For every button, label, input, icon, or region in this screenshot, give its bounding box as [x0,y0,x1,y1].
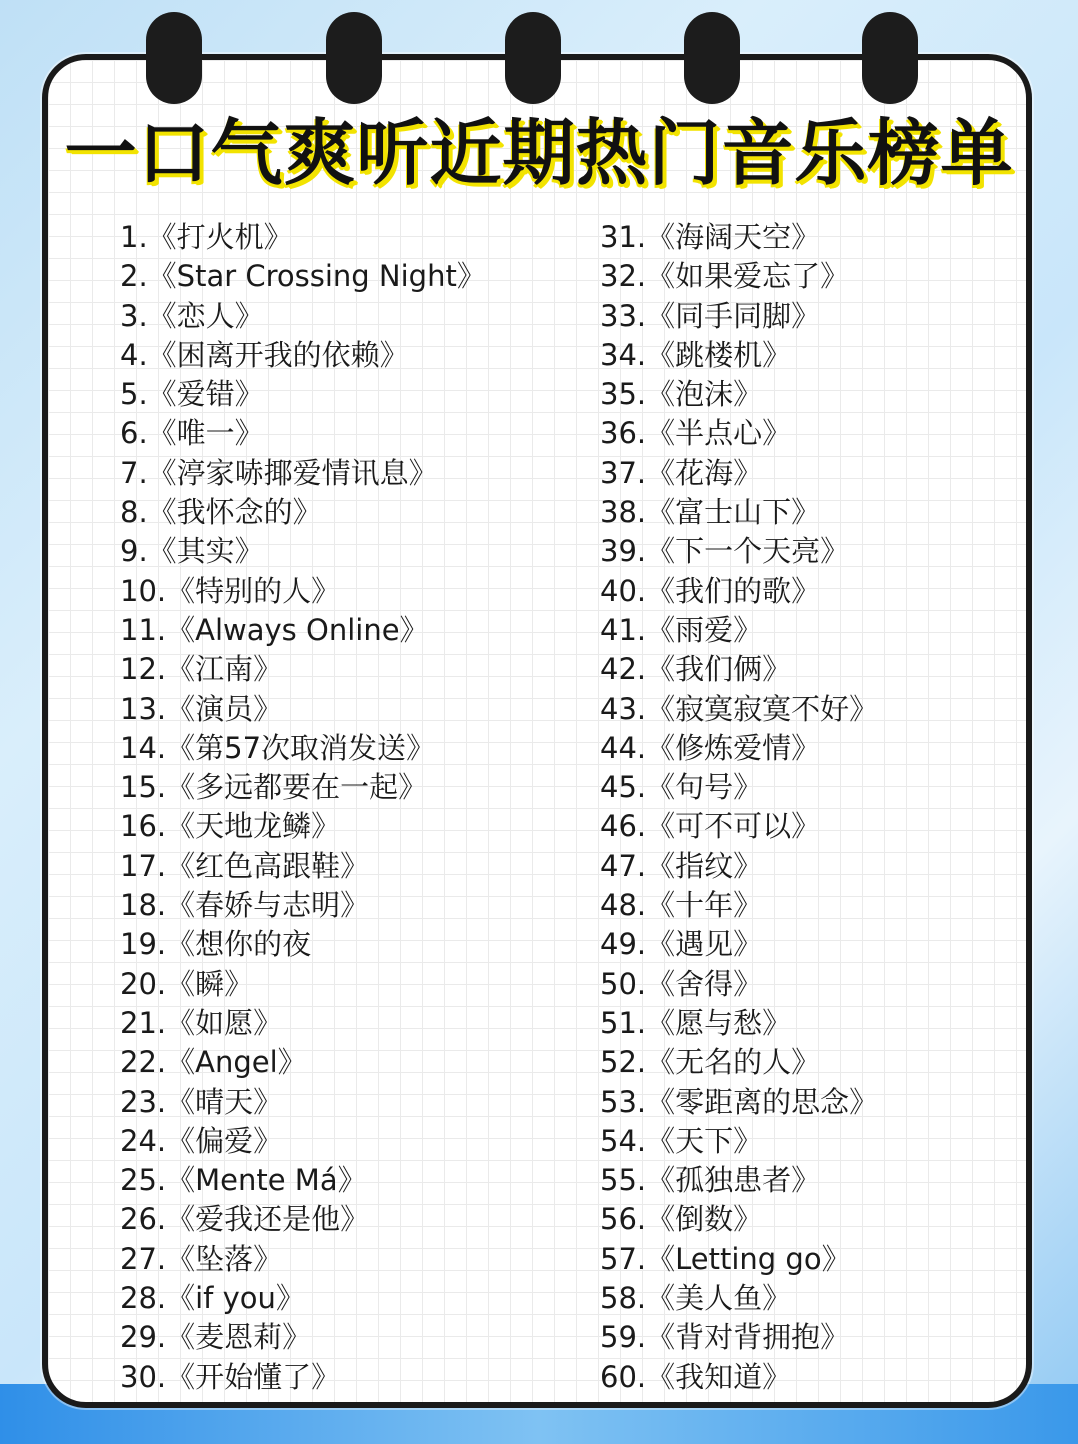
song-item: 58.《美人鱼》 [600,1281,792,1316]
song-item: 23.《晴天》 [120,1084,283,1119]
song-item: 24.《偏爱》 [120,1123,283,1158]
song-item: 8.《我怀念的》 [120,495,322,530]
song-item: 57.《Letting go》 [600,1241,851,1276]
song-item: 19.《想你的夜 [120,927,312,962]
page-title: 一口气爽听近期热门音乐榜单 [64,111,1014,195]
song-item: 60.《我知道》 [600,1359,792,1394]
song-item: 33.《同手同脚》 [600,298,821,333]
song-item: 41.《雨爱》 [600,612,763,647]
song-item: 59.《背对背拥抱》 [600,1320,850,1355]
song-item: 25.《Mente Má》 [120,1163,367,1198]
song-item: 2.《Star Crossing Night》 [120,259,486,294]
song-item: 28.《if you》 [120,1281,305,1316]
song-item: 54.《天下》 [600,1123,763,1158]
song-item: 35.《泡沫》 [600,377,763,412]
binder-ring-1 [146,12,202,104]
song-item: 32.《如果爱忘了》 [600,259,850,294]
song-item: 53.《零距离的思念》 [600,1084,879,1119]
song-item: 43.《寂寞寂寞不好》 [600,691,879,726]
song-item: 21.《如愿》 [120,1005,283,1040]
song-item: 34.《跳楼机》 [600,337,792,372]
song-item: 29.《麦恩莉》 [120,1320,312,1355]
song-item: 6.《唯一》 [120,416,264,451]
song-item: 31.《海阔天空》 [600,220,821,254]
song-item: 9.《其实》 [120,534,264,569]
song-item: 16.《天地龙鳞》 [120,809,341,844]
song-item: 46.《可不可以》 [600,809,821,844]
song-item: 52.《无名的人》 [600,1045,821,1080]
song-item: 50.《舍得》 [600,966,763,1001]
song-item: 44.《修炼爱情》 [600,730,821,765]
song-item: 18.《春娇与志明》 [120,888,370,923]
song-item: 55.《孤独患者》 [600,1163,821,1198]
song-item: 48.《十年》 [600,888,763,923]
song-item: 47.《指纹》 [600,848,763,883]
song-item: 1.《打火机》 [120,220,293,254]
song-item: 42.《我们俩》 [600,652,792,687]
song-item: 30.《开始懂了》 [120,1359,341,1394]
binder-ring-3 [505,12,561,104]
song-item: 11.《Always Online》 [120,612,429,647]
song-item: 26.《爱我还是他》 [120,1202,370,1237]
song-item: 17.《红色高跟鞋》 [120,848,370,883]
song-item: 39.《下一个天亮》 [600,534,850,569]
song-item: 14.《第57次取消发送》 [120,730,436,765]
song-item: 10.《特别的人》 [120,573,341,608]
song-item: 27.《坠落》 [120,1241,283,1276]
binder-ring-5 [862,12,918,104]
song-item: 20.《瞬》 [120,966,254,1001]
song-item: 38.《富士山下》 [600,495,821,530]
song-item: 7.《渟家哧揶爱情讯息》 [120,455,438,490]
song-item: 40.《我们的歌》 [600,573,821,608]
song-item: 37.《花海》 [600,455,763,490]
song-item: 56.《倒数》 [600,1202,763,1237]
binder-ring-4 [684,12,740,104]
song-item: 13.《演员》 [120,691,283,726]
song-item: 22.《Angel》 [120,1045,307,1080]
title-container [0,110,1078,200]
song-item: 5.《爱错》 [120,377,264,412]
song-item: 45.《句号》 [600,770,763,805]
song-item: 12.《江南》 [120,652,283,687]
song-item: 4.《困离开我的依赖》 [120,337,409,372]
song-list-right [600,218,1020,1397]
song-list-left [120,218,580,1397]
binder-ring-2 [326,12,382,104]
song-item: 15.《多远都要在一起》 [120,770,428,805]
song-item: 51.《愿与愁》 [600,1005,792,1040]
song-item: 49.《遇见》 [600,927,763,962]
song-item: 3.《恋人》 [120,298,264,333]
song-item: 36.《半点心》 [600,416,792,451]
